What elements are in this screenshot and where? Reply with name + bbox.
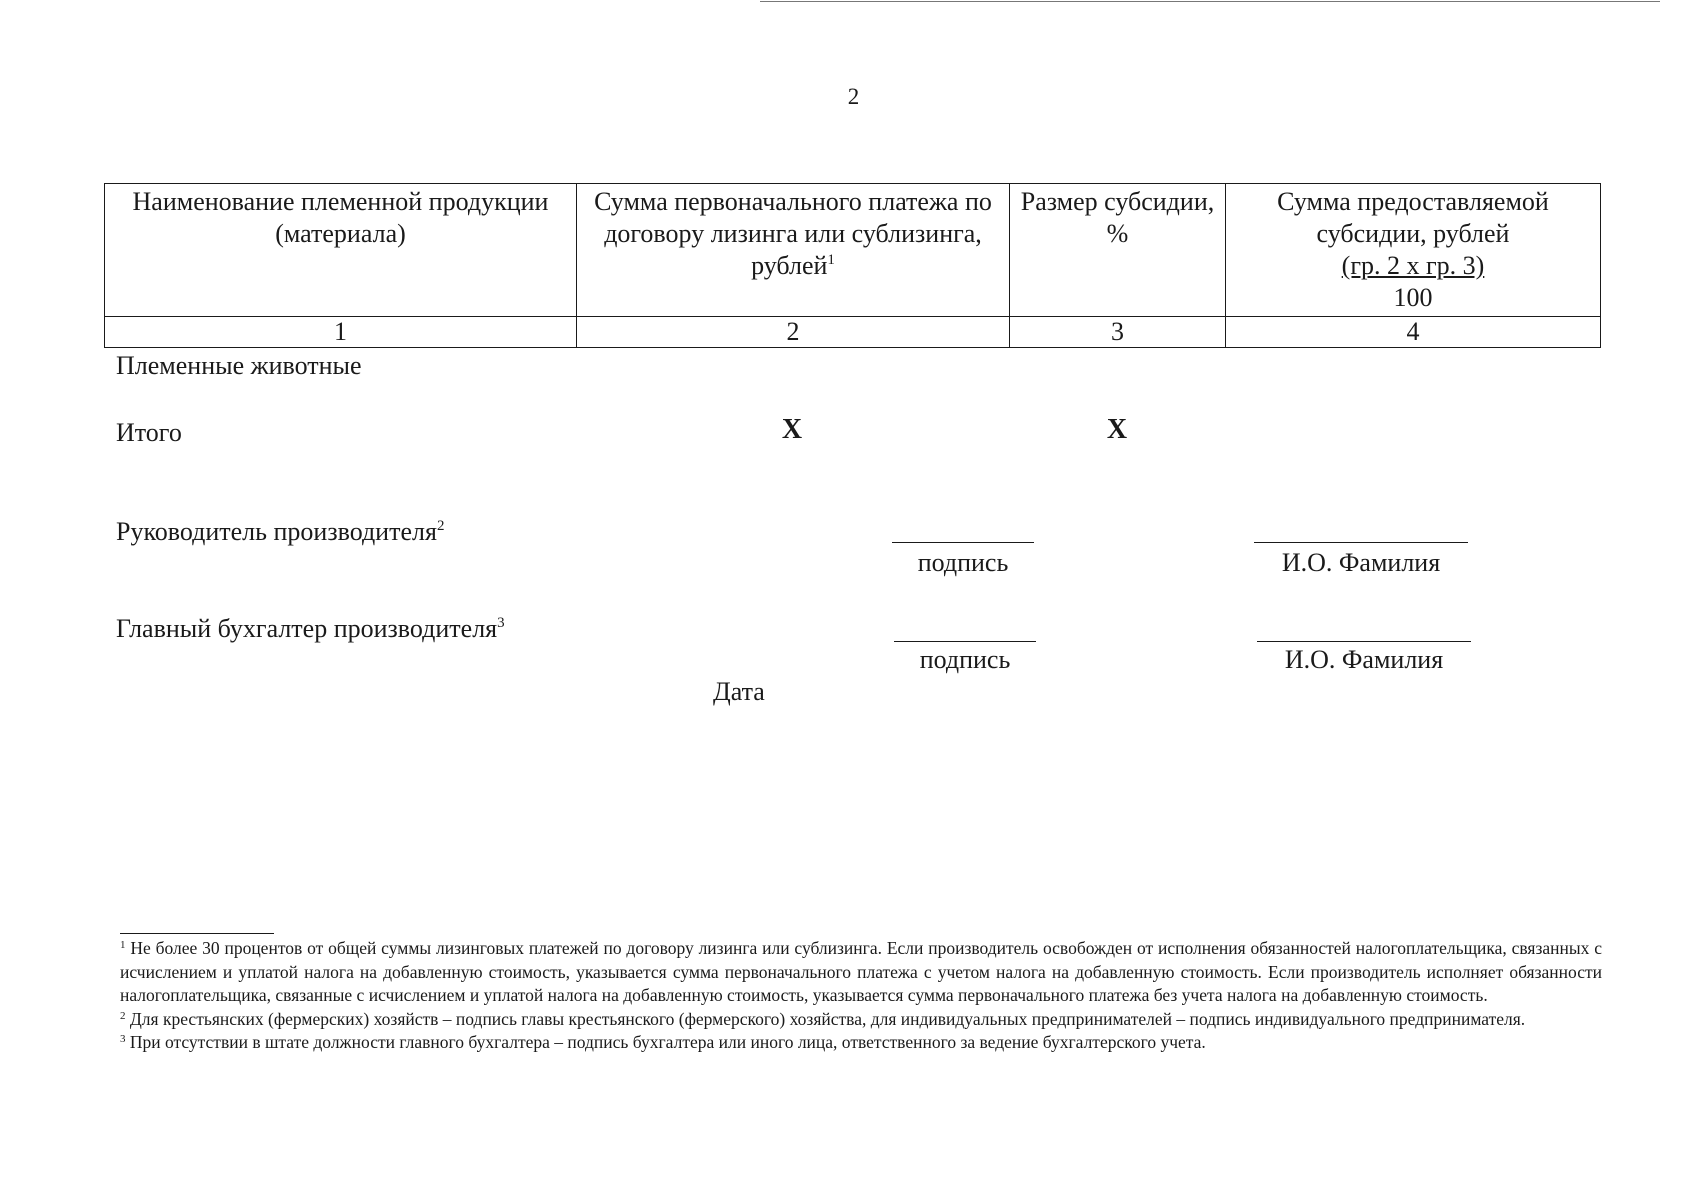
footnotes <box>120 937 1602 1055</box>
footnote-3: $^3$ При отсутствии в штате должности главного бухгалтера – подпись бухгалтера или иного лица, ответственного за ведение бухгалтерского учета. <box>120 1032 1206 1052</box>
formula-denominator: 100 <box>1393 283 1433 312</box>
footnote-1: $^1$ Не более 30 процентов от общей суммы лизинговых платежей по договору лизинга или сублизинга. Если производитель освобожден от исполнения обязанностей налогоплательщика, связанных с исчислением и уплатой налога на добавленную стоимость, указывается сумма первоначального платежа с учетом налога на добавленную стоимость. Если производитель исполняет обязанности налогоплательщика, связанные с исчислением и уплатой налога на добавленную стоимость, указывается сумма первоначального платежа без учета налога на добавленную стоимость. <box>120 938 1602 1005</box>
page-number: 2 <box>847 84 860 109</box>
column-number: 2 <box>577 317 1010 348</box>
total-label: Итого <box>116 418 182 447</box>
footnote-ref-3: 3 <box>497 615 505 631</box>
column-header-product: Наименование племенной продукции (материала) <box>105 184 577 317</box>
formula-numerator: (гр. 2 х гр. 3) <box>1341 251 1485 280</box>
column-header-subsidy-amount: Сумма предоставляемой субсидии, рублей (гр. 2 х гр. 3) 100 <box>1226 184 1601 317</box>
accountant-name-caption: И.О. Фамилия <box>1284 645 1444 674</box>
head-signature-label: Руководитель производителя$^2$ <box>116 517 445 546</box>
footnote-2: $^2$ Для крестьянских (фермерских) хозяйств – подпись главы крестьянского (фермерского) хозяйства, для индивидуальных предпринимателей – подпись индивидуального предпринимателя. <box>120 1008 1526 1029</box>
accountant-signature-caption: подпись <box>919 645 1011 674</box>
total-mark-column-3: Х <box>1106 414 1128 445</box>
section-label-breeding-animals: Племенные животные <box>116 351 362 380</box>
head-name-caption: И.О. Фамилия <box>1281 548 1441 577</box>
head-name-line <box>1254 542 1468 543</box>
column-header-initial-payment: Сумма первоначального платежа по договору лизинга или сублизинга, рублей$^1$ <box>577 184 1010 317</box>
accountant-signature-line <box>894 641 1036 642</box>
column-number: 1 <box>105 317 577 348</box>
subsidy-table <box>104 183 1601 348</box>
footnote-ref-1: 1 <box>827 252 835 268</box>
footnote-separator <box>120 933 274 934</box>
total-mark-column-2: Х <box>781 414 803 445</box>
column-number-row <box>105 317 1601 348</box>
date-label: Дата <box>713 677 765 706</box>
column-header-subsidy-rate: Размер субсидии, % <box>1010 184 1226 317</box>
accountant-signature-label: Главный бухгалтер производителя$^3$ <box>116 614 505 643</box>
head-signature-caption: подпись <box>917 548 1009 577</box>
column-number: 3 <box>1010 317 1226 348</box>
scan-top-edge <box>760 1 1660 2</box>
head-signature-line <box>892 542 1034 543</box>
footnote-ref-2: 2 <box>436 518 445 534</box>
table-header-row <box>105 184 1601 317</box>
accountant-name-line <box>1257 641 1471 642</box>
column-number: 4 <box>1226 317 1601 348</box>
